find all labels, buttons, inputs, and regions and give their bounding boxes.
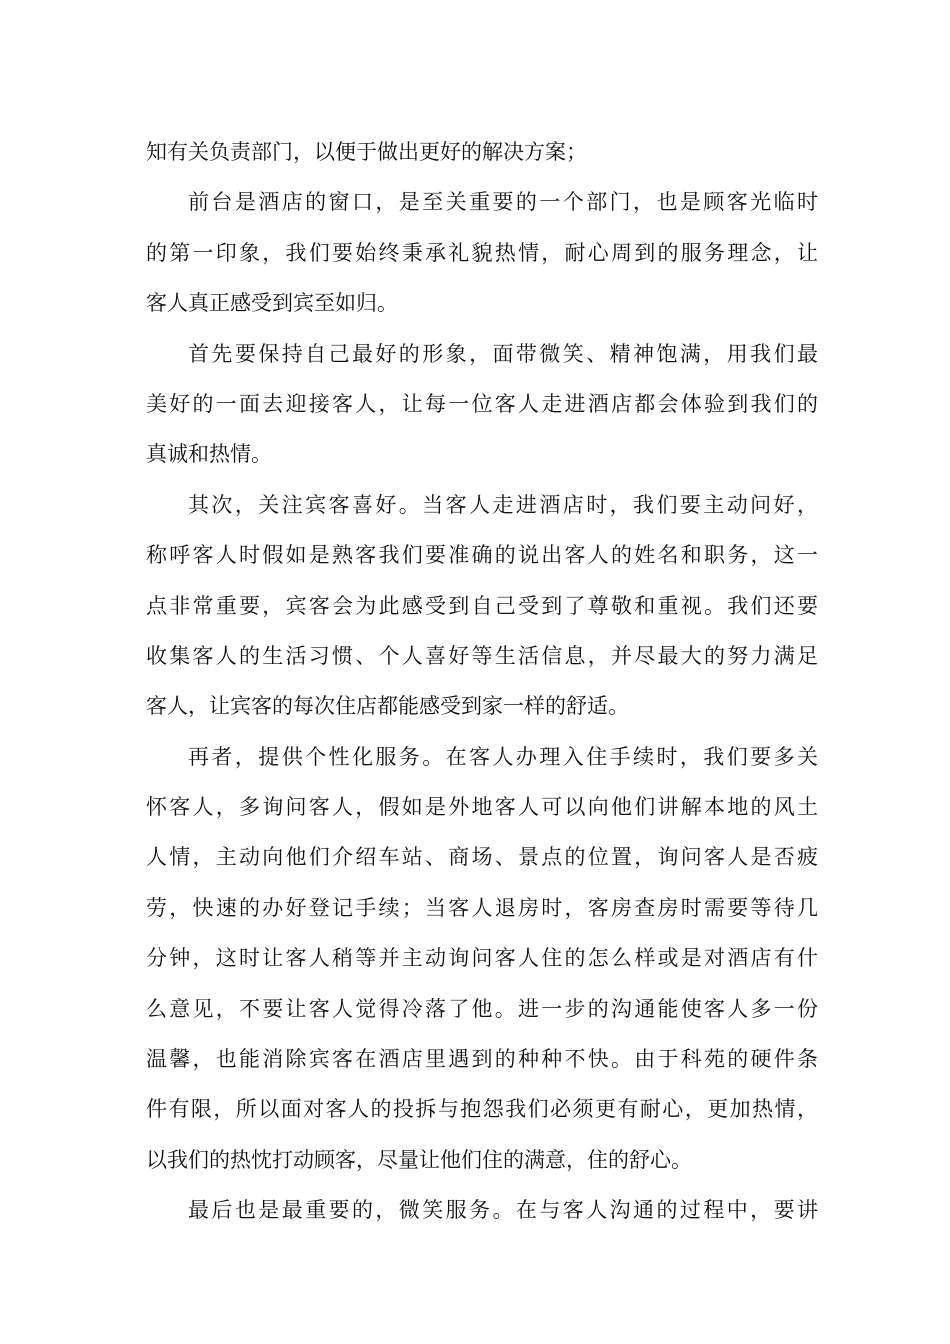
text-line: 分钟，这时让客人稍等并主动询问客人住的怎么样或是对酒店有什 [146, 946, 818, 971]
text-line: 其次，关注宾客喜好。当客人走进酒店时，我们要主动问好， [188, 492, 818, 517]
text-line: 人情，主动向他们介绍车站、商场、景点的位置，询问客人是否疲 [146, 845, 818, 870]
text-line: 的第一印象，我们要始终秉承礼貌热情，耐心周到的服务理念，让 [146, 240, 818, 265]
text-line: 知有关负责部门，以便于做出更好的解决方案； [146, 140, 587, 164]
document-body [146, 127, 818, 1236]
text-line: 首先要保持自己最好的形象，面带微笑、精神饱满，用我们最 [188, 341, 818, 366]
text-line: 么意见，不要让客人觉得冷落了他。进一步的沟通能使客人多一份 [146, 996, 818, 1021]
text-line: 以我们的热忱打动顾客，尽量让他们住的满意，住的舒心。 [146, 1147, 692, 1172]
text-line: 称呼客人时假如是熟客我们要准确的说出客人的姓名和职务，这一 [146, 543, 818, 568]
text-line: 劳，快速的办好登记手续；当客人退房时，客房查房时需要等待几 [146, 895, 818, 920]
text-line: 真诚和热情。 [146, 442, 272, 467]
text-line: 温馨，也能消除宾客在酒店里遇到的种种不快。由于科苑的硬件条 [146, 1047, 818, 1072]
text-line: 再者，提供个性化服务。在客人办理入住手续时，我们要多关 [188, 744, 818, 769]
text-line: 收集客人的生活习惯、个人喜好等生活信息，并尽最大的努力满足 [146, 643, 818, 668]
text-line: 客人，让宾客的每次住店都能感受到家一样的舒适。 [146, 694, 629, 719]
text-line: 怀客人，多询问客人，假如是外地客人可以向他们讲解本地的风土 [146, 795, 818, 820]
text-line: 美好的一面去迎接客人，让每一位客人走进酒店都会体验到我们的 [146, 391, 818, 416]
text-line: 最后也是最重要的，微笑服务。在与客人沟通的过程中，要讲 [188, 1198, 818, 1223]
text-line: 点非常重要，宾客会为此感受到自己受到了尊敬和重视。我们还要 [146, 593, 818, 618]
text-line: 客人真正感受到宾至如归。 [146, 291, 398, 316]
text-line: 件有限，所以面对客人的投拆与抱怨我们必须更有耐心，更加热情， [146, 1097, 818, 1122]
text-line: 前台是酒店的窗口，是至关重要的一个部门，也是顾客光临时 [188, 190, 818, 215]
